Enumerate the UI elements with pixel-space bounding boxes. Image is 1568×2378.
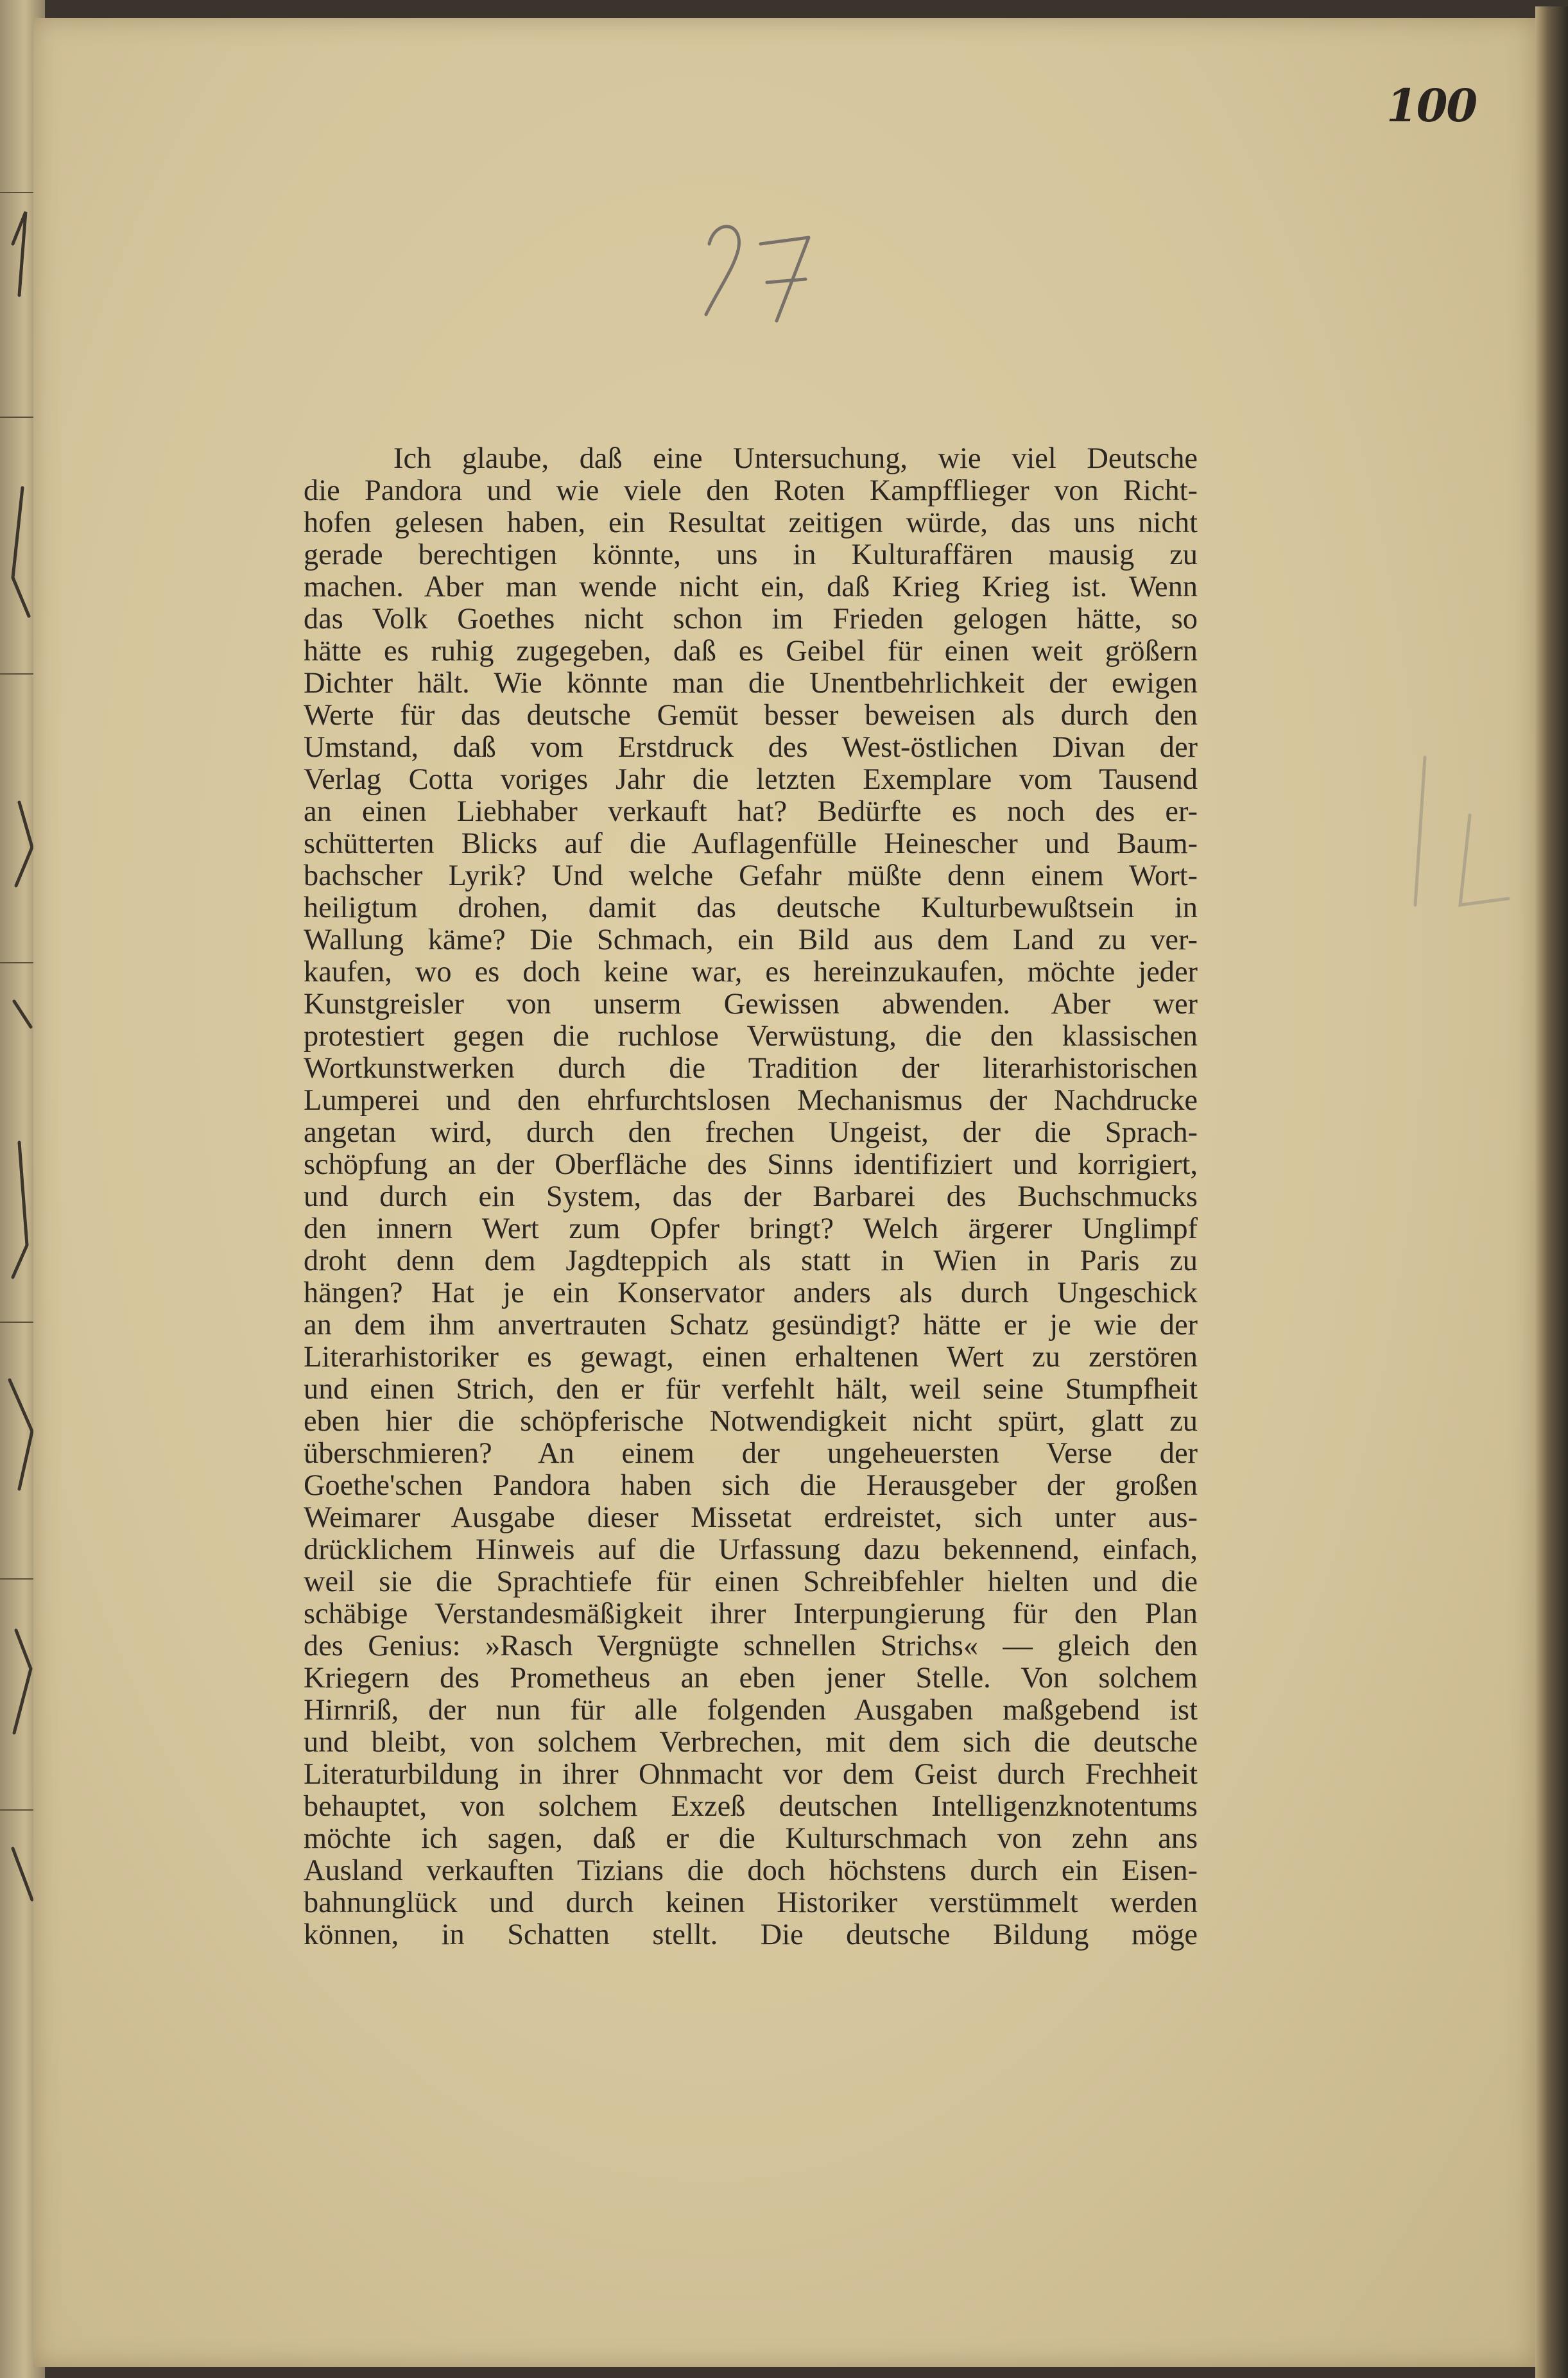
text-line: Wortkunstwerken durch die Tradition der literarhistorischen bbox=[304, 1053, 1198, 1085]
text-line: Verlag Cotta voriges Jahr die letzten Exemplare vom Tausend bbox=[304, 764, 1198, 796]
text-line: können, in Schatten stellt. Die deutsche Bildung möge bbox=[304, 1919, 1198, 1951]
text-line: drücklichem Hinweis auf die Urfassung dazu bekennend, einfach, bbox=[304, 1534, 1198, 1566]
text-line: an dem ihm anvertrauten Schatz gesündigt? hätte er je wie der bbox=[304, 1309, 1198, 1341]
text-line: hängen? Hat je ein Konservator anders als durch Ungeschick bbox=[304, 1277, 1198, 1309]
text-line: die Pandora und wie viele den Roten Kampfflieger von Richt- bbox=[304, 475, 1198, 507]
text-line: hofen gelesen haben, ein Resultat zeitigen würde, das uns nicht bbox=[304, 507, 1198, 539]
text-line: an einen Liebhaber verkauft hat? Bedürfte es noch des er- bbox=[304, 796, 1198, 828]
text-line: schöpfung an der Oberfläche des Sinns identifiziert und korrigiert, bbox=[304, 1149, 1198, 1181]
text-line: Kunstgreisler von unserm Gewissen abwenden. Aber wer bbox=[304, 988, 1198, 1021]
text-line: Werte für das deutsche Gemüt besser beweisen als durch den bbox=[304, 700, 1198, 732]
page-edge-shadow bbox=[1535, 6, 1568, 2378]
text-line: überschmieren? An einem der ungeheuersten Verse der bbox=[304, 1438, 1198, 1470]
text-line: eben hier die schöpferische Notwendigkeit nicht spürt, glatt zu bbox=[304, 1406, 1198, 1438]
text-line: schäbige Verstandesmäßigkeit ihrer Interpungierung für den Plan bbox=[304, 1598, 1198, 1630]
text-line: Literarhistoriker es gewagt, einen erhaltenen Wert zu zerstören bbox=[304, 1341, 1198, 1374]
text-line: machen. Aber man wende nicht ein, daß Krieg Krieg ist. Wenn bbox=[304, 571, 1198, 603]
text-line: kaufen, wo es doch keine war, es hereinzukaufen, möchte jeder bbox=[304, 956, 1198, 988]
text-line: Dichter hält. Wie könnte man die Unentbehrlichkeit der ewigen bbox=[304, 668, 1198, 700]
text-line: schütterten Blicks auf die Auflagenfülle Heinescher und Baum- bbox=[304, 828, 1198, 860]
text-line: den innern Wert zum Opfer bringt? Welch ärgerer Unglimpf bbox=[304, 1213, 1198, 1245]
text-line: hätte es ruhig zugegeben, daß es Geibel für einen weit größern bbox=[304, 635, 1198, 668]
text-line: Literaturbildung in ihrer Ohnmacht vor dem Geist durch Frechheit bbox=[304, 1759, 1198, 1791]
body-text bbox=[304, 443, 1198, 1951]
margin-pencil-mark bbox=[1399, 738, 1515, 943]
text-line: Goethe'schen Pandora haben sich die Herausgeber der großen bbox=[304, 1470, 1198, 1502]
text-line: bahnunglück und durch keinen Historiker verstümmelt werden bbox=[304, 1887, 1198, 1919]
text-line: das Volk Goethes nicht schon im Frieden gelogen hätte, so bbox=[304, 603, 1198, 635]
pencil-annotation bbox=[680, 193, 822, 334]
text-line: Ausland verkauften Tizians die doch höchstens durch ein Eisen- bbox=[304, 1855, 1198, 1887]
text-line: Kriegern des Prometheus an eben jener Stelle. Von solchem bbox=[304, 1662, 1198, 1694]
text-line: des Genius: »Rasch Vergnügte schnellen Strichs« — gleich den bbox=[304, 1630, 1198, 1662]
text-line: Weimarer Ausgabe dieser Missetat erdreistet, sich unter aus- bbox=[304, 1502, 1198, 1534]
text-line: Ich glaube, daß eine Untersuchung, wie viel Deutsche bbox=[393, 443, 1198, 475]
text-line: bachscher Lyrik? Und welche Gefahr müßte denn einem Wort- bbox=[304, 860, 1198, 892]
text-line: Hirnriß, der nun für alle folgenden Ausgaben maßgebend ist bbox=[304, 1694, 1198, 1727]
text-line: möchte ich sagen, daß er die Kulturschmach von zehn ans bbox=[304, 1823, 1198, 1855]
text-line: und einen Strich, den er für verfehlt hält, weil seine Stumpfheit bbox=[304, 1374, 1198, 1406]
text-line: Umstand, daß vom Erstdruck des West-östlichen Divan der bbox=[304, 732, 1198, 764]
text-line: angetan wird, durch den frechen Ungeist, der die Sprach- bbox=[304, 1117, 1198, 1149]
text-line: gerade berechtigen könnte, uns in Kulturaffären mausig zu bbox=[304, 539, 1198, 571]
text-line: behauptet, von solchem Exzeß deutschen Intelligenzknotentums bbox=[304, 1791, 1198, 1823]
text-line: Wallung käme? Die Schmach, ein Bild aus dem Land zu ver- bbox=[304, 924, 1198, 956]
text-line: protestiert gegen die ruchlose Verwüstung, die den klassischen bbox=[304, 1021, 1198, 1053]
text-line: weil sie die Sprachtiefe für einen Schreibfehler hielten und die bbox=[304, 1566, 1198, 1598]
text-line: heiligtum drohen, damit das deutsche Kulturbewußtsein in bbox=[304, 892, 1198, 924]
text-line: und bleibt, von solchem Verbrechen, mit dem sich die deutsche bbox=[304, 1727, 1198, 1759]
text-line: Lumperei und den ehrfurchtslosen Mechanismus der Nachdrucke bbox=[304, 1085, 1198, 1117]
folio-number: 100 bbox=[1386, 79, 1477, 132]
text-line: droht denn dem Jagdteppich als statt in Wien in Paris zu bbox=[304, 1245, 1198, 1277]
text-line: und durch ein System, das der Barbarei des Buchschmucks bbox=[304, 1181, 1198, 1213]
